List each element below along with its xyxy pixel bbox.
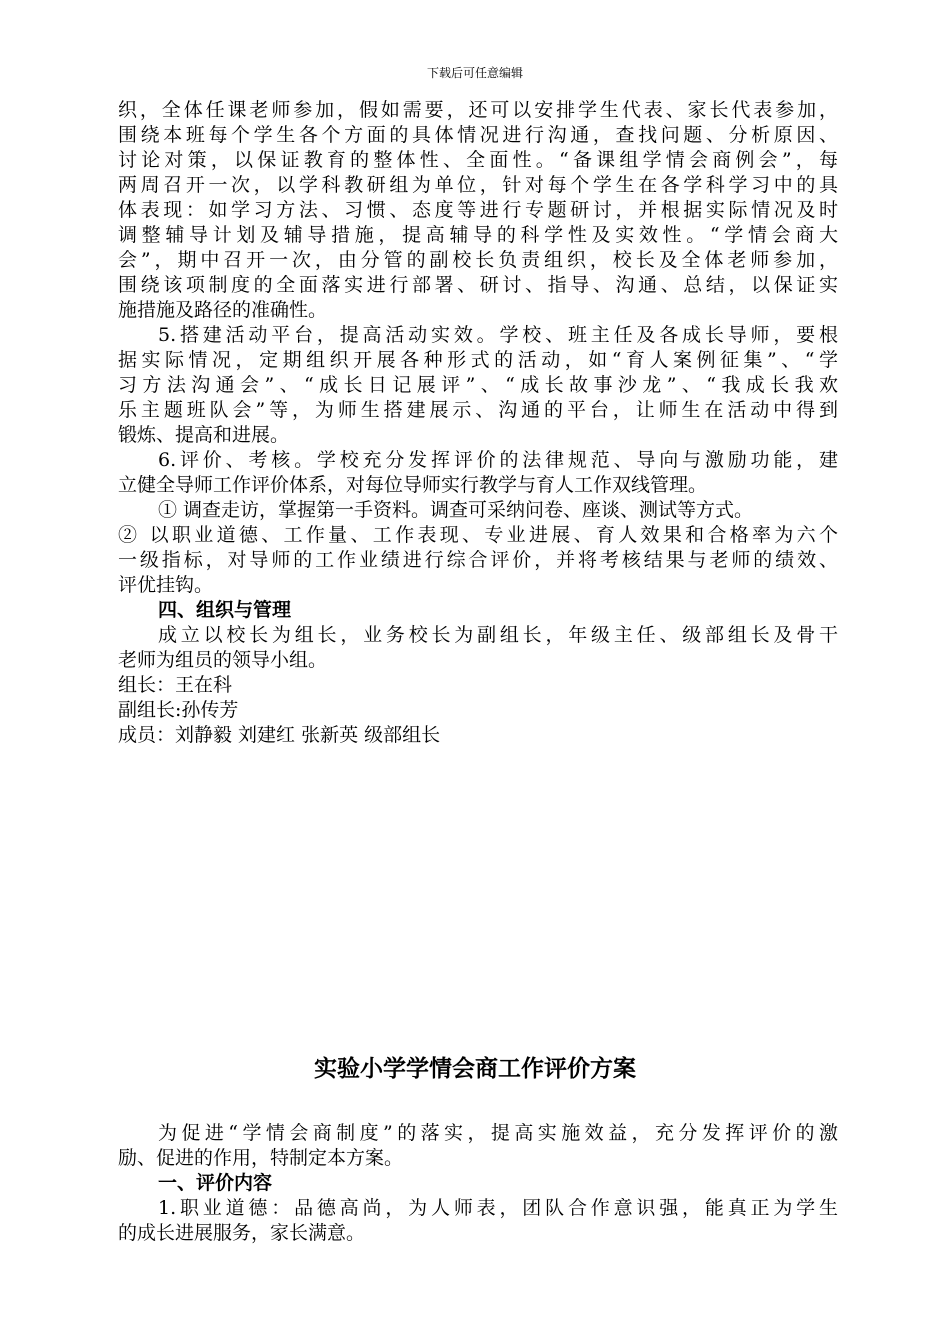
text-line: 为促进“学情会商制度”的落实，提高实施效益，充分发挥评价的激 xyxy=(158,1122,838,1144)
text-line: 调整辅导计划及辅导措施，提高辅导的科学性及实效性。“学情会商大 xyxy=(118,224,838,246)
text-line: 组长：王在科 xyxy=(118,674,233,696)
text-line: 成立以校长为组长，业务校长为副组长，年级主任、级部组长及骨干 xyxy=(158,624,838,646)
text-line: 副组长:孙传芳 xyxy=(118,699,239,721)
text-line: 1.职业道德：品德高尚，为人师表，团队合作意识强，能真正为学生 xyxy=(158,1197,838,1219)
text-line: 据实际情况，定期组织开展各种形式的活动，如“育人案例征集”、“学 xyxy=(118,349,838,371)
text-line: 励、促进的作用，特制定本方案。 xyxy=(118,1147,404,1169)
section-heading: 一、评价内容 xyxy=(158,1172,273,1194)
text-line: 评优挂钩。 xyxy=(118,574,214,596)
text-line: 6.评价、考核。学校充分发挥评价的法律规范、导向与激励功能，建 xyxy=(158,449,838,471)
section-heading: 四、组织与管理 xyxy=(158,599,292,621)
body-block-1 xyxy=(118,98,838,748)
text-line: 成员：刘静毅 刘建红 张新英 级部组长 xyxy=(118,724,441,746)
text-line: 体表现：如学习方法、习惯、态度等进行专题研讨，并根据实际情况及时 xyxy=(118,199,838,221)
text-line: 一级指标，对导师的工作业绩进行综合评价，并将考核结果与老师的绩效、 xyxy=(118,549,838,571)
text-line: 锻炼、提高和进展。 xyxy=(118,424,290,446)
text-line: 乐主题班队会”等，为师生搭建展示、沟通的平台，让师生在活动中得到 xyxy=(118,399,838,421)
page-header: 下载后可任意编辑 xyxy=(426,66,523,80)
document-title: 实验小学学情会商工作评价方案 xyxy=(314,1056,636,1082)
body-block-2 xyxy=(118,1121,838,1246)
text-line: 施措施及路径的准确性。 xyxy=(118,299,328,321)
text-line: 围绕本班每个学生各个方面的具体情况进行沟通，查找问题、分析原因、 xyxy=(118,124,838,146)
text-line: ② 以职业道德、工作量、工作表现、专业进展、育人效果和合格率为六个 xyxy=(118,524,838,546)
text-line: 立健全导师工作评价体系，对每位导师实行教学与育人工作双线管理。 xyxy=(118,474,708,496)
text-line: 习方法沟通会”、“成长日记展评”、“成长故事沙龙”、“我成长我欢 xyxy=(118,374,838,396)
text-line: 老师为组员的领导小组。 xyxy=(118,649,328,671)
text-line: 织，全体任课老师参加，假如需要，还可以安排学生代表、家长代表参加， xyxy=(118,99,838,121)
text-line: 两周召开一次，以学科教研组为单位，针对每个学生在各学科学习中的具 xyxy=(118,174,838,196)
text-line: 围绕该项制度的全面落实进行部署、研讨、指导、沟通、总结，以保证实 xyxy=(118,274,838,296)
text-line: ① 调查走访，掌握第一手资料。调查可采纳问卷、座谈、测试等方式。 xyxy=(158,499,754,521)
text-line: 讨论对策，以保证教育的整体性、全面性。“备课组学情会商例会”，每 xyxy=(118,149,838,171)
text-line: 会”，期中召开一次，由分管的副校长负责组织，校长及全体老师参加， xyxy=(118,249,838,271)
text-line: 5.搭建活动平台，提高活动实效。学校、班主任及各成长导师，要根 xyxy=(158,324,838,346)
text-line: 的成长进展服务，家长满意。 xyxy=(118,1222,366,1244)
